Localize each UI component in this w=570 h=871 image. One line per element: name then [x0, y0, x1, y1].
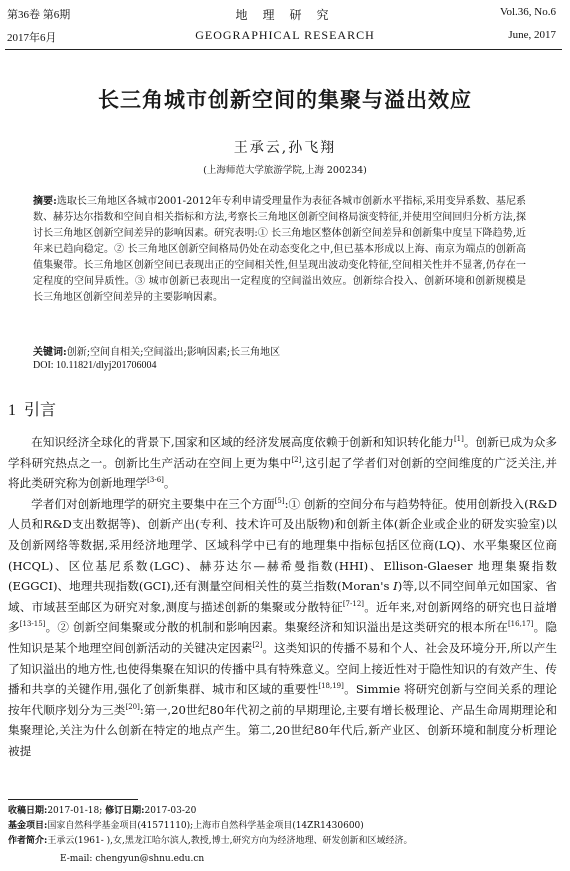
page-header [0, 0, 570, 50]
citation: [16,17] [507, 620, 534, 629]
abstract-label: 摘要: [33, 196, 57, 207]
citation: [2] [252, 640, 263, 649]
volume-issue-cn: 第36卷 第6期 [7, 9, 71, 21]
footnote-dates [8, 805, 563, 818]
text-run: ,这引起了学者们对创新的空间维度的广泛关注,并将此类研究称为创新地理学 [8, 455, 557, 491]
paragraph-1 [8, 432, 557, 494]
date-en: June, 2017 [508, 29, 556, 41]
footnote-rule [8, 799, 138, 800]
article-title: 长三角城市创新空间的集聚与溢出效应 [98, 88, 472, 112]
received-label: 收稿日期: [8, 806, 48, 816]
paragraph-2 [8, 494, 557, 762]
keywords-text: 创新;空间自相关;空间溢出;影响因素;长三角地区 [66, 347, 281, 358]
keywords-label: 关键词: [33, 347, 67, 358]
text-run: 。这类知识的传播不易和个人、社会及环境分开,所以产生了知识溢出的地方性,也使得集聚在知识的传播中具有特殊意义。空间上接近性对于隐性知识的有效产生、传播和共享的关键作用,强化了创新集群、城市和区域的重要性 [8, 640, 558, 697]
abstract [33, 194, 526, 306]
citation: [5] [274, 496, 285, 505]
text-run: :① 创新的空间分布与趋势特征。使用创新投入(R&D人员和R&D支出数据等)、创新产出(专利、技术许可及出版物)和创新主体(新企业或企业的研发实验室)以及创新网络等数据,采用经济地理学、区域科学中已有的地理集中指标包括区位商(LQ)、水平集聚区位商(HCQL)、区位基尼系数(LGC)、赫芬达尔—赫希曼指数(HHI)、Ellison-Glaeser 地理集聚指数(EGGCI)、地理共现指数(GCI),还有测量空间相关性的莫兰指数(Moran's [8, 496, 557, 594]
author-bio: 王承云(1961- ),女,黑龙江哈尔滨人,教授,博士,研究方向为经济地理、研发创新和区域经济。 [47, 836, 413, 846]
text-run: 。隐性知识是某个地理空间创新活动的关键决定因素 [8, 620, 557, 655]
doi: DOI: 10.11821/dlyj201706004 [33, 360, 157, 371]
footnote-email: E-mail: chengyun@shnu.edu.cn [60, 854, 205, 864]
footnote-author [8, 835, 563, 848]
revised-label: 修订日期: [105, 806, 145, 816]
text-run: 在知识经济全球化的背景下,国家和区域的经济发展高度依赖于创新和知识转化能力 [31, 435, 454, 449]
author-affiliation: (上海师范大学旅游学院,上海 200234) [203, 165, 367, 176]
citation: [2] [291, 455, 302, 464]
text-run: :第一,20世纪80年代初之前的早期理论,主要有增长极理论、产品生命周期理论和集聚理论,关注为什么创新在特定的地点产生。第二,20世纪80年代后,新产业区、创新环境和制度分析理论被提 [8, 702, 557, 758]
citation: [7-12] [342, 599, 365, 608]
fund-text: 国家自然科学基金项目(41571110);上海市自然科学基金项目(14ZR1430600) [47, 821, 364, 831]
text-run: 。 [163, 476, 176, 491]
citation: [20] [125, 702, 140, 711]
date-cn: 2017年6月 [7, 32, 57, 44]
header-rule [5, 49, 562, 50]
revised-date: 2017-03-20 [144, 806, 197, 816]
text-run: 学者们对创新地理学的研究主要集中在三个方面 [31, 496, 275, 511]
abstract-text: 选取长三角地区各城市2001-2012年专利申请受理量作为表征各城市创新水平指标,采用变异系数、基尼系数、赫芬达尔指数和空间自相关指标和方法,考察长三角地区创新空间格局演变特征,并使用空间回归分析方法,探讨长三角地区创新空间差异的影响因素。研究表明:① 长三角地区整体创新空间差异和创新集中度呈下降趋势,近年来已趋向稳定。② 长三角地区创新空间格局仍处在动态变化之中,但已基本形成以上海、南京为端点的创新高值集聚带。长三角地区创新空间已表现出正的空间相关性,但呈现出波动变化特征,空间相关性并不显著,仍存在一定程度的空间异质性。③ 城市创新已表现出一定程度的空间溢出效应。创新综合投入、创新环境和创新规模是长三角地区创新空间差异的主要影响因素。 [33, 196, 526, 303]
citation: [1] [453, 435, 464, 443]
volume-issue-en: Vol.36, No.6 [499, 6, 556, 18]
text-run: 。② 创新空间集聚或分散的机制和影响因素。集聚经济和知识溢出是这类研究的根本所在 [45, 620, 508, 635]
footnote-fund [8, 820, 563, 833]
italic-symbol: I [393, 579, 398, 594]
body-text [8, 432, 557, 762]
text-run: 。近年来,对创新网络的研究也日益增多 [8, 599, 558, 635]
journal-name-en: GEOGRAPHICAL RESEARCH [195, 28, 375, 42]
keywords [33, 343, 280, 358]
section-heading [8, 397, 56, 420]
citation: [18,19] [318, 682, 344, 691]
fund-label: 基金项目: [8, 821, 48, 831]
article-authors: 王承云,孙飞翔 [233, 140, 337, 156]
section-title: 引言 [24, 400, 57, 419]
section-number: 1 [8, 402, 16, 419]
text-run: )等,以不同空间单元如国家、省域、市域甚至邮区为研究对象,测度与描述创新的集聚或分散特征 [8, 579, 557, 614]
citation: [3-6] [147, 476, 164, 485]
citation: [13-15] [19, 620, 46, 629]
author-label: 作者简介: [8, 836, 48, 846]
journal-name-cn: 地 理 研 究 [235, 8, 335, 22]
text-run: 。创新已成为众多学科研究热点之一。创新比生产活动在空间上更为集中 [8, 435, 557, 470]
text-run: 。Simmie 将研究创新与空间关系的理论按年代顺序划分为三类 [8, 682, 557, 717]
received-date: 2017-01-18; [47, 806, 103, 816]
